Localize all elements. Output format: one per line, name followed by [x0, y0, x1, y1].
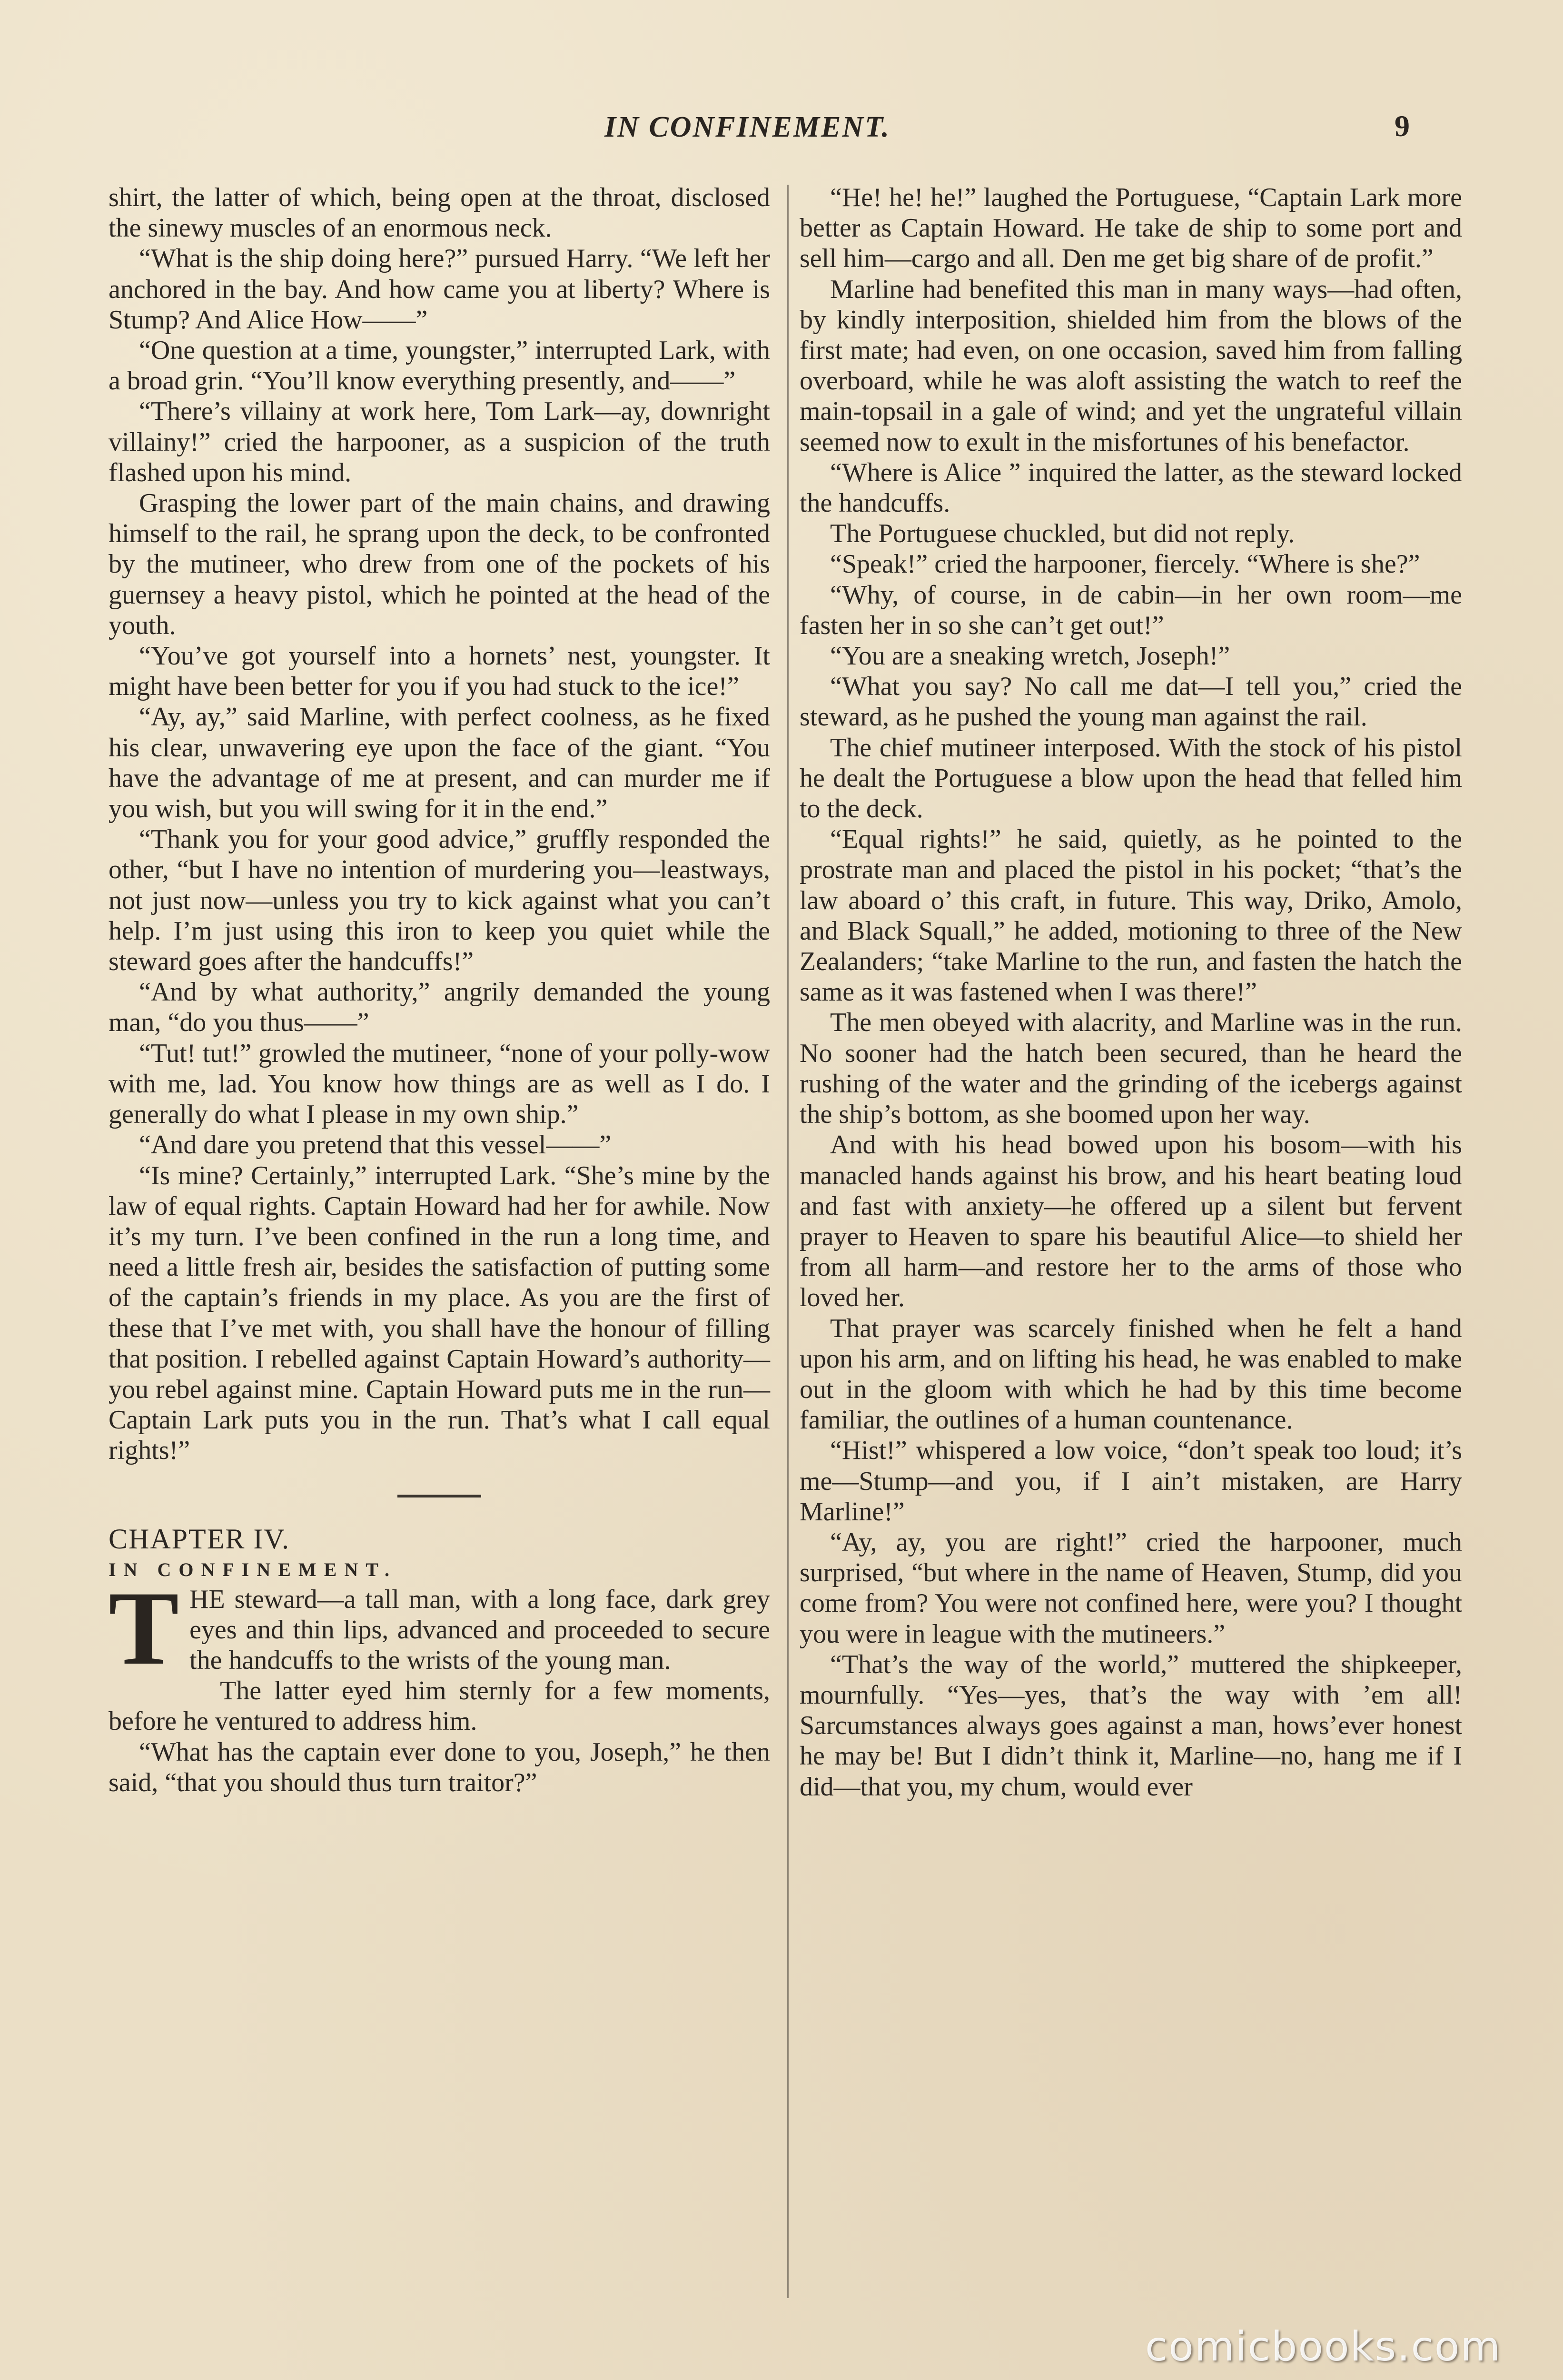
drop-cap-letter: T	[109, 1569, 179, 1687]
paragraph: “Tut! tut!” growled the mutineer, “none of your polly-wow with me, lad. You know how things are as well as I do. I generally do what I please in my own ship.”	[109, 1038, 770, 1130]
paragraph: The latter eyed him sternly for a few moments, before he ventured to address him.	[109, 1676, 770, 1736]
paragraph: “Speak!” cried the harpooner, fiercely. “Where is she?”	[830, 549, 1420, 579]
right-column	[800, 182, 1462, 1802]
chapter-opening-text: HE steward—a tall man, with a long face, dark grey eyes and thin lips, advanced and proceeded to secure the handcuffs to the wrists of the young man.	[189, 1584, 770, 1675]
paragraph: “Ay, ay, you are right!” cried the harpooner, much surprised, “but where in the name of Heaven, Stump, did you come from? You were not confined here, were you? I thought you were in league with the mutineers.”	[800, 1527, 1462, 1649]
paragraph: “Why, of course, in de cabin—in her own room—me fasten her in so she can’t get out!”	[800, 580, 1462, 640]
paragraph: “What is the ship doing here?” pursued Harry. “We left her anchored in the bay. And how came you at liberty? Where is Stump? And Alice How——”	[109, 244, 770, 335]
paragraph: “Thank you for your good advice,” gruffly responded the other, “but I have no intention of murdering you—leastways, not just now—unless you try to kick against what you can’t help. I’m just using this iron to keep you quiet while the steward goes after the handcuffs!”	[109, 824, 770, 977]
page-number: 9	[1395, 109, 1410, 143]
paragraph: The chief mutineer interposed. With the stock of his pistol he dealt the Portuguese a blow upon the head that felled him to the deck.	[800, 733, 1462, 824]
paragraph: “Is mine? Certainly,” interrupted Lark. “She’s mine by the law of equal rights. Captain Howard had her for awhile. Now it’s my turn. I’ve been confined in the run a long time, and need a little fresh air, besides the satisfaction of putting some of the captain’s friends in my place. As you are the first of these that I’ve met with, you shall have the honour of filling that position. I rebelled against Captain Howard’s authority—you rebel against mine. Captain Howard puts me in the run—Captain Lark puts you in the run. That’s what I call equal rights!”	[109, 1160, 770, 1466]
paragraph: “That’s the way of the world,” muttered the shipkeeper, mournfully. “Yes—yes, that’s the way with ’em all! Sarcumstances always goes against a man, hows’ever honest he may be! But I didn’t think it, Marline—no, hang me if I did—that you, my chum, would ever	[800, 1649, 1462, 1802]
paragraph: “And by what authority,” angrily demanded the young man, “do you thus——”	[109, 977, 770, 1038]
chapter-title: CHAPTER IV.	[109, 1523, 290, 1555]
paragraph: “You’ve got yourself into a hornets’ nest, youngster. It might have been better for you if you had stuck to the ice!”	[109, 641, 770, 702]
paragraph: That prayer was scarcely finished when he felt a hand upon his arm, and on lifting his head, he was enabled to make out in the gloom with which he had by this time become familiar, the outlines of a human countenance.	[800, 1313, 1462, 1435]
paragraph: The Portuguese chuckled, but did not reply.	[830, 519, 1295, 549]
chapter-separator-rule	[397, 1495, 481, 1497]
paragraph: “Ay, ay,” said Marline, with perfect coolness, as he fixed his clear, unwavering eye upon the face of the giant. “You have the advantage of me at present, and can murder me if you wish, but you will swing for it in the end.”	[109, 702, 770, 824]
paragraph: Marline had benefited this man in many ways—had often, by kindly interposition, shielded him from the blows of the first mate; had even, on one occasion, saved him from falling overboard, while he was aloft assisting the watch to reef the main-topsail in a gale of wind; and yet the ungrateful villain seemed now to exult in the misfortunes of his benefactor.	[800, 274, 1462, 457]
paragraph: “And dare you pretend that this vessel——”	[139, 1130, 612, 1160]
paragraph: “One question at a time, youngster,” interrupted Lark, with a broad grin. “You’ll know everything presently, and——”	[109, 336, 770, 396]
chapter-subtitle: IN CONFINEMENT.	[109, 1558, 397, 1580]
left-column	[109, 182, 770, 1798]
watermark: comicbooks.com	[1145, 2323, 1502, 2370]
paragraph: “Where is Alice ” inquired the latter, as the steward locked the handcuffs.	[800, 457, 1462, 518]
paragraph: “Hist!” whispered a low voice, “don’t speak too loud; it’s me—Stump—and you, if I ain’t mistaken, are Harry Marline!”	[800, 1436, 1462, 1527]
paragraph: “You are a sneaking wretch, Joseph!”	[830, 641, 1230, 671]
paragraph: “What has the captain ever done to you, Joseph,” he then said, “that you should thus turn traitor?”	[109, 1737, 770, 1797]
paragraph: shirt, the latter of which, being open at the throat, disclosed the sinewy muscles of an enormous neck.	[109, 183, 770, 243]
paragraph: Grasping the lower part of the main chains, and drawing himself to the rail, he sprang upon the deck, to be confronted by the mutineer, who drew from one of the pockets of his guernsey a heavy pistol, which he pointed at the head of the youth.	[109, 488, 770, 640]
paragraph: “What you say? No call me dat—I tell you,” cried the steward, as he pushed the young man against the rail.	[800, 672, 1462, 732]
paragraph: And with his head bowed upon his bosom—with his manacled hands against his brow, and his heart beating loud and fast with anxiety—he offered up a silent but fervent prayer to Heaven to spare his beautiful Alice—to shield her from all harm—and restore her to the arms of those who loved her.	[800, 1130, 1462, 1313]
running-title: IN CONFINEMENT.	[604, 111, 890, 143]
paragraph: The men obeyed with alacrity, and Marline was in the run. No sooner had the hatch been secured, than he heard the rushing of the water and the grinding of the icebergs against the ship’s bottom, as she boomed upon her way.	[800, 1008, 1462, 1130]
column-divider	[787, 185, 789, 2298]
paragraph: “Equal rights!” he said, quietly, as he pointed to the prostrate man and placed the pistol in his pocket; “that’s the law aboard o’ this craft, in future. This way, Driko, Amolo, and Black Squall,” he added, motioning to three of the New Zealanders; “take Marline to the run, and fasten the hatch the same as it was fastened when I was there!”	[800, 824, 1462, 1007]
paragraph: “He! he! he!” laughed the Portuguese, “Captain Lark more better as Captain Howard. He take de ship to some port and sell him—cargo and all. Den me get big share of de profit.”	[800, 183, 1462, 274]
paragraph: “There’s villainy at work here, Tom Lark—ay, downright villainy!” cried the harpooner, as a suspicion of the truth flashed upon his mind.	[109, 397, 770, 487]
